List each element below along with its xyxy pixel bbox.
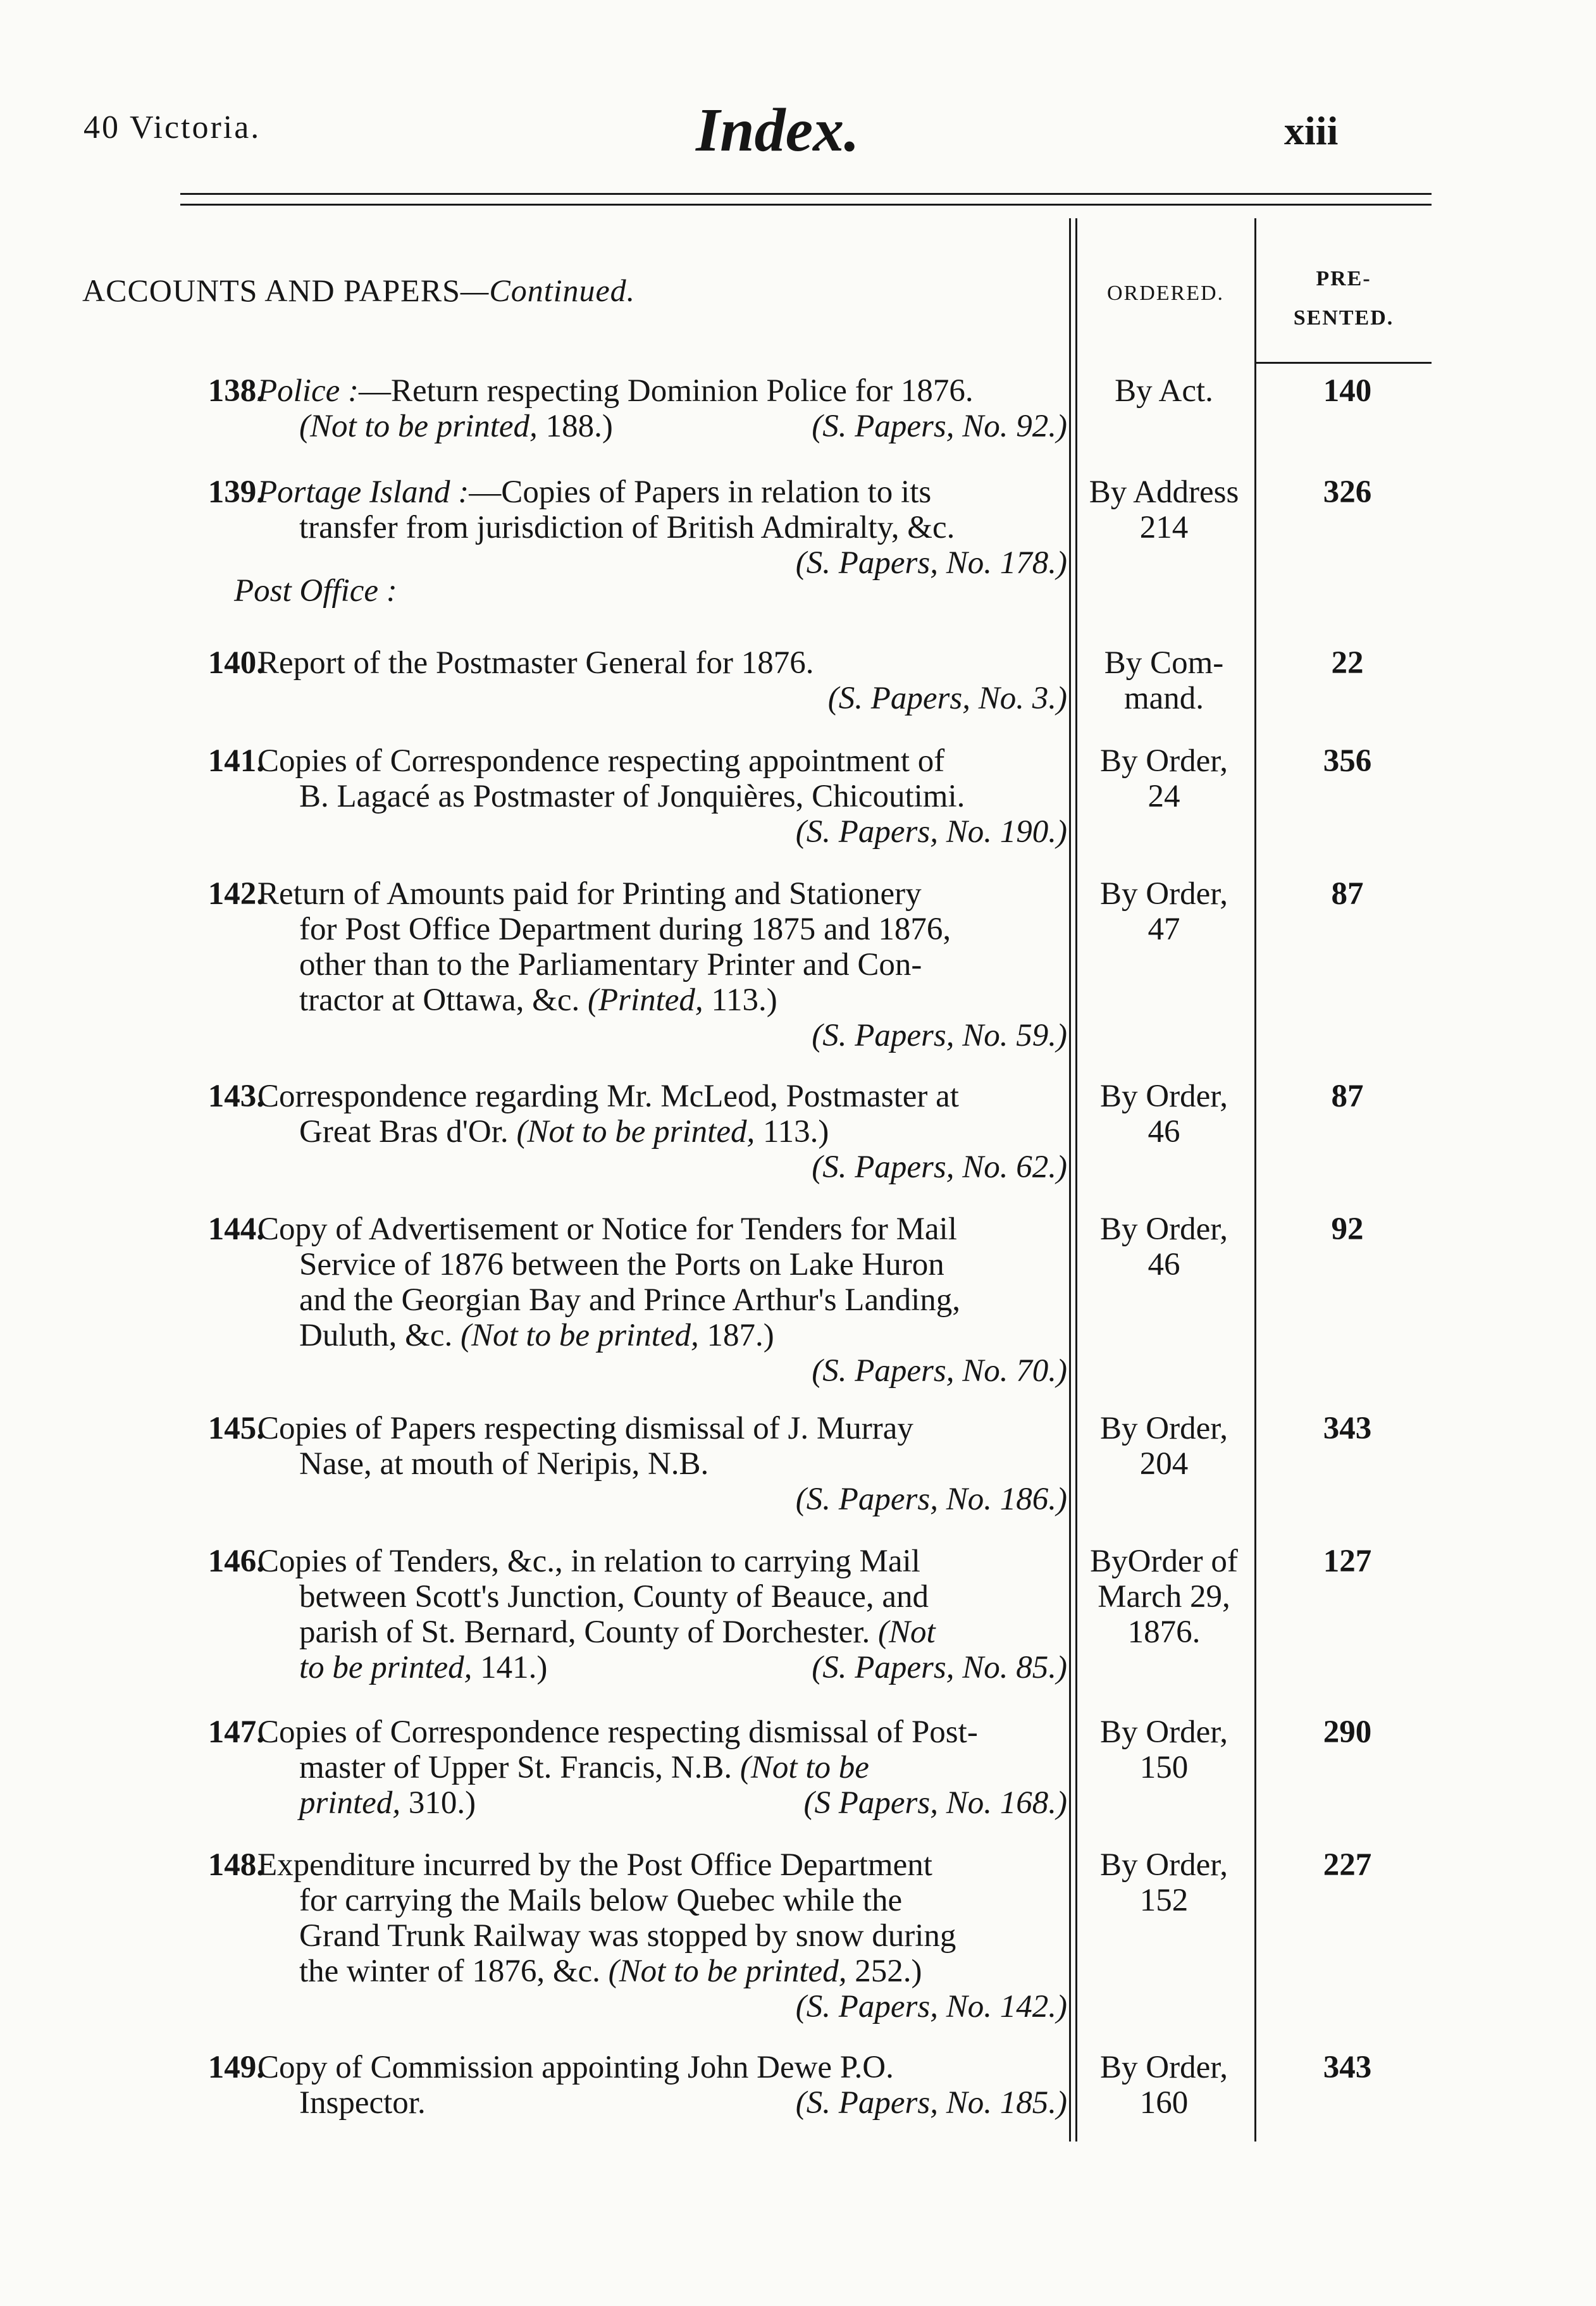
entry-line — [257, 1544, 1067, 1579]
entry-line — [257, 1785, 1067, 1821]
section-title-main: ACCOUNTS AND PAPERS — [82, 273, 461, 308]
entry-text: 113.) — [703, 983, 777, 1018]
entry-description — [257, 645, 1067, 716]
column-heading-presented-line2: SENTED. — [1293, 306, 1394, 330]
entry-presented-page: 343 — [1323, 2050, 1372, 2085]
entry-text: 141.) — [472, 1650, 548, 1685]
entry-italic-text: (Not to be printed, — [516, 1114, 755, 1150]
entry-line — [257, 779, 1067, 814]
entry-number: 138. — [207, 373, 264, 409]
entry-text: Grand Trunk Railway was stopped by snow during — [299, 1918, 956, 1954]
entry-text: transfer from jurisdiction of British Admiralty, &c. — [299, 510, 955, 545]
header-rule-bottom — [180, 204, 1432, 206]
section-title-continued: —Continued. — [460, 273, 636, 308]
entry-line — [257, 1615, 1067, 1650]
entry-italic-text: (Not to be — [739, 1750, 869, 1785]
entry-text: 188.) — [537, 409, 613, 444]
entry-presented-page: 22 — [1331, 645, 1364, 681]
sessional-paper-reference: (S. Papers, No. 185.) — [795, 2085, 1067, 2121]
entry-description — [257, 1714, 1067, 1821]
entry-ordered — [1075, 1544, 1253, 1650]
entry-presented-page: 326 — [1323, 474, 1372, 510]
entry-ordered — [1075, 876, 1253, 947]
entry-text: Duluth, &c. — [299, 1318, 461, 1353]
sessional-paper-reference: (S. Papers, No. 85.) — [812, 1650, 1067, 1685]
entry-line — [257, 1318, 1067, 1353]
entry-line — [257, 1411, 1067, 1446]
entry-text: Return of Amounts paid for Printing and Stationery — [257, 876, 922, 912]
entry-line — [257, 409, 1067, 444]
running-head-title: Index. — [696, 96, 860, 164]
entry-text: parish of St. Bernard, County of Dorchester. — [299, 1615, 878, 1650]
ordered-line: By Order, — [1100, 1714, 1228, 1750]
entry-ordered — [1075, 1714, 1253, 1785]
entry-line — [257, 645, 1067, 681]
entry-text: Expenditure incurred by the Post Office Department — [257, 1847, 932, 1883]
ordered-line: 46 — [1148, 1247, 1180, 1282]
ordered-line: 214 — [1139, 510, 1189, 545]
entry-line — [257, 1579, 1067, 1615]
ordered-line: By Act. — [1115, 373, 1213, 409]
entry-number: 143. — [207, 1079, 264, 1114]
entry-line — [257, 373, 1067, 409]
entry-text: the winter of 1876, &c. — [299, 1954, 609, 1989]
entry-ordered — [1075, 1212, 1253, 1282]
entry-number: 147. — [207, 1714, 264, 1750]
sessional-paper-reference: (S. Papers, No. 186.) — [795, 1482, 1067, 1517]
ordered-line: By Order, — [1100, 1212, 1228, 1247]
entry-italic-text: (Not — [878, 1615, 936, 1650]
ordered-line: By Address — [1089, 474, 1239, 510]
ordered-line: By Order, — [1100, 1079, 1228, 1114]
ordered-line: By Order, — [1100, 1411, 1228, 1446]
entry-line — [257, 1650, 1067, 1685]
entry-description — [257, 876, 1067, 1053]
column-heading-ordered: ORDERED. — [1106, 282, 1225, 305]
entry-text: and the Georgian Bay and Prince Arthur's Landing, — [299, 1282, 961, 1318]
entry-text: master of Upper St. Francis, N.B. — [299, 1750, 740, 1785]
entry-number: 144. — [207, 1212, 264, 1247]
entry-presented-page: 356 — [1323, 743, 1372, 779]
entry-ordered — [1075, 645, 1253, 716]
entry-line — [257, 1918, 1067, 1954]
ordered-line: 47 — [1148, 912, 1180, 947]
entry-text: Correspondence regarding Mr. McLeod, Postmaster at — [257, 1079, 959, 1114]
column-rule-text-left — [1069, 218, 1071, 2142]
entry-line — [257, 983, 1067, 1018]
entry-text: 113.) — [755, 1114, 829, 1150]
entry-line — [257, 876, 1067, 912]
entry-ordered — [1075, 474, 1253, 545]
entry-description — [257, 2050, 1067, 2121]
entry-line — [257, 1883, 1067, 1918]
column-head-rule — [1256, 362, 1432, 364]
entry-ordered — [1075, 743, 1253, 814]
entry-text: for carrying the Mails below Quebec while the — [299, 1883, 903, 1918]
entry-presented-page: 343 — [1323, 1411, 1372, 1446]
entry-text: Copies of Tenders, &c., in relation to carrying Mail — [257, 1544, 920, 1579]
entry-description — [257, 1847, 1067, 2024]
ordered-line: 46 — [1148, 1114, 1180, 1150]
entry-text: Copies of Correspondence respecting dismissal of Post- — [257, 1714, 978, 1750]
ordered-line: 204 — [1139, 1446, 1189, 1482]
ordered-line: By Order, — [1100, 2050, 1228, 2085]
entry-line — [257, 743, 1067, 779]
entry-description — [257, 1212, 1067, 1389]
entry-ordered — [1075, 1411, 1253, 1482]
ordered-line: 152 — [1139, 1883, 1189, 1918]
entry-description — [257, 474, 1067, 581]
entry-text: —Copies of Papers in relation to its — [469, 474, 932, 510]
entry-line — [257, 2085, 1067, 2121]
entry-text: other than to the Parliamentary Printer and Con- — [299, 947, 922, 983]
entry-line — [257, 474, 1067, 510]
entry-presented-page: 290 — [1323, 1714, 1372, 1750]
entry-text: Service of 1876 between the Ports on Lake Huron — [299, 1247, 944, 1282]
entry-text: for Post Office Department during 1875 and 1876, — [299, 912, 951, 947]
entry-text: between Scott's Junction, County of Beauce, and — [299, 1579, 929, 1615]
entry-number: 140. — [207, 645, 264, 681]
running-head-page-number: xiii — [1284, 108, 1339, 153]
column-heading-presented — [1258, 259, 1430, 338]
entry-presented-page: 140 — [1323, 373, 1372, 409]
entry-text: Copy of Advertisement or Notice for Tenders for Mail — [257, 1212, 957, 1247]
entry-number: 145. — [207, 1411, 264, 1446]
entry-description — [257, 1079, 1067, 1185]
entry-text: Report of the Postmaster General for 1876. — [257, 645, 814, 681]
entry-line — [257, 1954, 1067, 1989]
entry-description — [257, 1411, 1067, 1517]
entry-description — [257, 1544, 1067, 1685]
sessional-paper-reference: (S. Papers, No. 92.) — [812, 409, 1067, 444]
running-head-left: 40 Victoria. — [84, 109, 261, 146]
entry-text: —Return respecting Dominion Police for 1876. — [359, 373, 974, 409]
entry-text: 252.) — [846, 1954, 922, 1989]
entry-italic-text: (Not to be printed, — [460, 1318, 699, 1353]
entry-text: Nase, at mouth of Neripis, N.B. — [299, 1446, 709, 1482]
entry-number: 142. — [207, 876, 264, 912]
subheading-post-office: Post Office : — [234, 573, 397, 609]
ordered-line: March 29, — [1098, 1579, 1230, 1615]
ordered-line: By Com- — [1104, 645, 1224, 681]
sessional-paper-reference: (S. Papers, No. 62.) — [812, 1150, 1067, 1185]
entry-ordered — [1075, 2050, 1253, 2121]
sessional-paper-reference: (S. Papers, No. 178.) — [795, 545, 1067, 581]
entry-text: 187.) — [698, 1318, 774, 1353]
entry-presented-page: 92 — [1331, 1212, 1364, 1247]
entry-line — [257, 2050, 1067, 2085]
entry-line — [257, 1714, 1067, 1750]
sessional-paper-reference: (S. Papers, No. 70.) — [812, 1353, 1067, 1389]
entry-italic-text: Police : — [257, 373, 359, 409]
entry-ordered — [1075, 1079, 1253, 1150]
entry-text: Copies of Papers respecting dismissal of J. Murray — [257, 1411, 913, 1446]
entry-line — [257, 1750, 1067, 1785]
sessional-paper-reference: (S. Papers, No. 3.) — [827, 681, 1067, 716]
entry-text: B. Lagacé as Postmaster of Jonquières, Chicoutimi. — [299, 779, 965, 814]
entry-number: 141. — [207, 743, 264, 779]
entry-number: 149. — [207, 2050, 264, 2085]
entry-line — [257, 510, 1067, 545]
entry-ordered — [1075, 1847, 1253, 1918]
ordered-line: By Order, — [1100, 743, 1228, 779]
sessional-paper-reference: (S. Papers, No. 190.) — [795, 814, 1067, 850]
entry-line — [257, 1282, 1067, 1318]
entry-line — [257, 1446, 1067, 1482]
entry-presented-page: 87 — [1331, 1079, 1364, 1114]
entry-line — [257, 1079, 1067, 1114]
section-title — [82, 272, 635, 309]
entry-number: 139. — [207, 474, 264, 510]
sessional-paper-reference: (S. Papers, No. 142.) — [795, 1989, 1067, 2024]
entry-description — [257, 373, 1067, 444]
column-rule-ordered — [1254, 218, 1256, 2142]
entry-italic-text: (Not to be printed, — [299, 409, 538, 444]
sessional-paper-reference: (S Papers, No. 168.) — [803, 1785, 1067, 1821]
entry-line — [257, 912, 1067, 947]
entry-line — [257, 947, 1067, 983]
entry-number: 148. — [207, 1847, 264, 1883]
ordered-line: 160 — [1139, 2085, 1189, 2121]
entry-presented-page: 87 — [1331, 876, 1364, 912]
entry-presented-page: 127 — [1323, 1544, 1372, 1579]
ordered-line: 150 — [1139, 1750, 1189, 1785]
entry-italic-text: Portage Island : — [257, 474, 469, 510]
entry-line — [257, 1212, 1067, 1247]
header-rule-top — [180, 193, 1432, 195]
entry-number: 146. — [207, 1544, 264, 1579]
entry-text: Great Bras d'Or. — [299, 1114, 517, 1150]
entry-description — [257, 743, 1067, 850]
entry-text: tractor at Ottawa, &c. — [299, 983, 588, 1018]
entry-text: Copies of Correspondence respecting appointment of — [257, 743, 945, 779]
entry-ordered — [1075, 373, 1253, 409]
entry-line — [257, 1114, 1067, 1150]
entry-text: Copy of Commission appointing John Dewe P.O. — [257, 2050, 894, 2085]
column-heading-presented-line1: PRE- — [1316, 267, 1371, 290]
entry-line — [257, 1247, 1067, 1282]
ordered-line: 1876. — [1127, 1615, 1201, 1650]
entry-italic-text: to be printed, — [299, 1650, 473, 1685]
entry-text: Inspector. — [299, 2085, 426, 2121]
ordered-line: By Order, — [1100, 1847, 1228, 1883]
ordered-line: ByOrder of — [1090, 1544, 1238, 1579]
ordered-line: By Order, — [1100, 876, 1228, 912]
entry-text: 310.) — [400, 1785, 476, 1821]
ordered-line: 24 — [1148, 779, 1180, 814]
entry-italic-text: (Printed, — [587, 983, 703, 1018]
entry-presented-page: 227 — [1323, 1847, 1372, 1883]
sessional-paper-reference: (S. Papers, No. 59.) — [812, 1018, 1067, 1053]
entry-italic-text: printed, — [299, 1785, 401, 1821]
entry-italic-text: (Not to be printed, — [608, 1954, 847, 1989]
ordered-line: mand. — [1123, 681, 1204, 716]
entry-line — [257, 1847, 1067, 1883]
